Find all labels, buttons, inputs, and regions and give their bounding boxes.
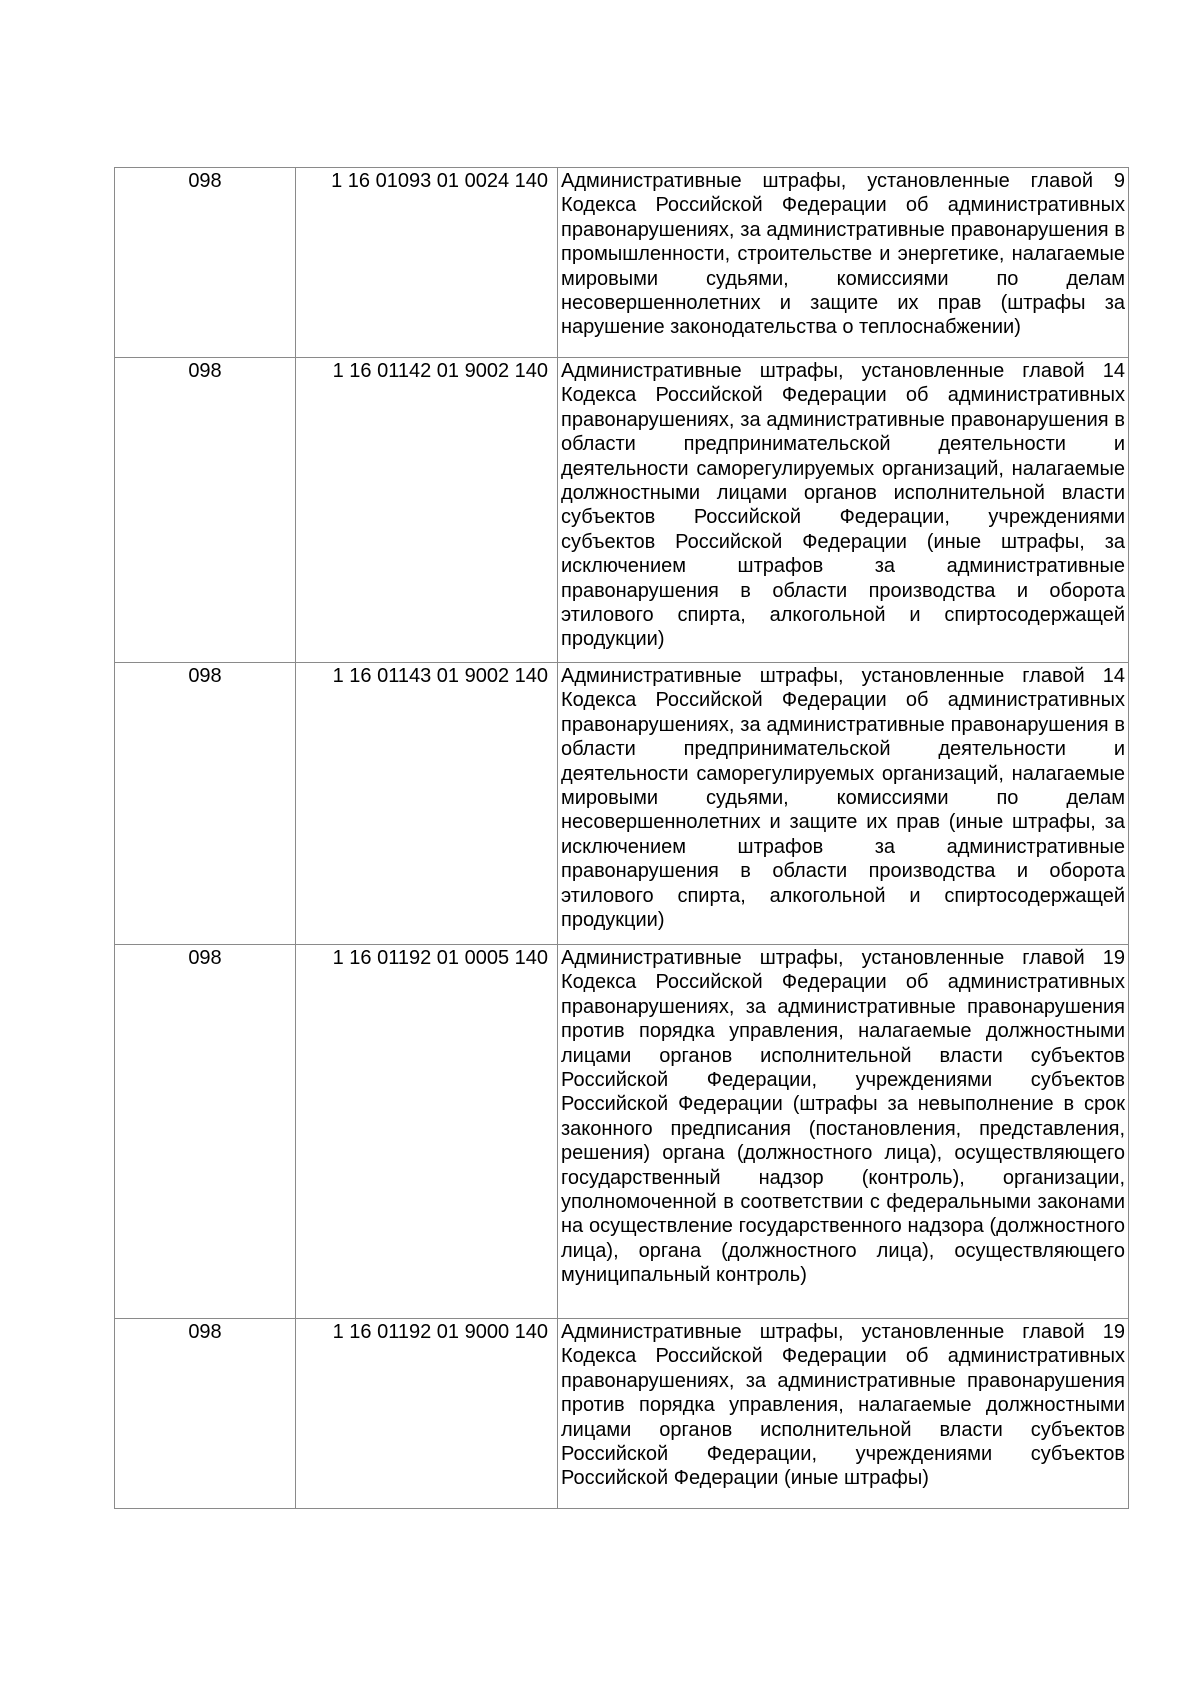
admin-code-cell: 098 bbox=[115, 168, 296, 358]
budget-code-cell: 1 16 01142 01 9002 140 bbox=[296, 358, 558, 663]
description-text: Административные штрафы, установленные главой 14 Кодекса Российской Федерации об административных правонарушениях, за административные правонарушения в области предпринимательской деятельности и деятельности саморегулируемых организаций, налагаемые должностными лицами органов исполнительной власти субъектов Российской Федерации, учреждениями субъектов Российской Федерации (иные штрафы, за исключением штрафов за административные правонарушения в области производства и оборота этилового спирта, алкогольной и спиртосодержащей продукции) bbox=[561, 360, 1125, 651]
budget-code-cell: 1 16 01093 01 0024 140 bbox=[296, 168, 558, 358]
table-body bbox=[115, 168, 1129, 1509]
budget-code-cell: 1 16 01143 01 9002 140 bbox=[296, 663, 558, 945]
table-row bbox=[115, 168, 1129, 358]
admin-code-cell: 098 bbox=[115, 945, 296, 1319]
description-cell bbox=[558, 358, 1129, 663]
description-text: Административные штрафы, установленные главой 19 Кодекса Российской Федерации об административных правонарушениях, за административные правонарушения против порядка управления, налагаемые должностными лицами органов исполнительной власти субъектов Российской Федерации, учреждениями субъектов Российской Федерации (иные штрафы) bbox=[561, 1321, 1125, 1490]
admin-code-cell: 098 bbox=[115, 358, 296, 663]
budget-codes-table bbox=[114, 167, 1129, 1509]
table-row bbox=[115, 1319, 1129, 1509]
description-cell bbox=[558, 1319, 1129, 1509]
description-text: Административные штрафы, установленные главой 9 Кодекса Российской Федерации об административных правонарушениях, за административные правонарушения в промышленности, строительстве и энергетике, налагаемые мировыми судьями, комиссиями по делам несовершеннолетних и защите их прав (штрафы за нарушение законодательства о теплоснабжении) bbox=[561, 170, 1125, 339]
admin-code-cell: 098 bbox=[115, 663, 296, 945]
description-text: Административные штрафы, установленные главой 19 Кодекса Российской Федерации об административных правонарушениях, за административные правонарушения против порядка управления, налагаемые должностными лицами органов исполнительной власти субъектов Российской Федерации, учреждениями субъектов Российской Федерации (штрафы за невыполнение в срок законного предписания (постановления, представления, решения) органа (должностного лица), осуществляющего государственный надзор (контроль), организации, уполномоченной в соответствии с федеральными законами на осуществление государственного надзора (должностного лица), органа (должностного лица), осуществляющего муниципальный контроль) bbox=[561, 947, 1125, 1287]
description-cell bbox=[558, 945, 1129, 1319]
description-cell bbox=[558, 663, 1129, 945]
admin-code-cell: 098 bbox=[115, 1319, 296, 1509]
description-cell bbox=[558, 168, 1129, 358]
table-row bbox=[115, 358, 1129, 663]
budget-code-cell: 1 16 01192 01 0005 140 bbox=[296, 945, 558, 1319]
table-row bbox=[115, 945, 1129, 1319]
budget-code-cell: 1 16 01192 01 9000 140 bbox=[296, 1319, 558, 1509]
description-text: Административные штрафы, установленные главой 14 Кодекса Российской Федерации об административных правонарушениях, за административные правонарушения в области предпринимательской деятельности и деятельности саморегулируемых организаций, налагаемые мировыми судьями, комиссиями по делам несовершеннолетних и защите их прав (иные штрафы, за исключением штрафов за административные правонарушения в области производства и оборота этилового спирта, алкогольной и спиртосодержащей продукции) bbox=[561, 665, 1125, 932]
table-row bbox=[115, 663, 1129, 945]
